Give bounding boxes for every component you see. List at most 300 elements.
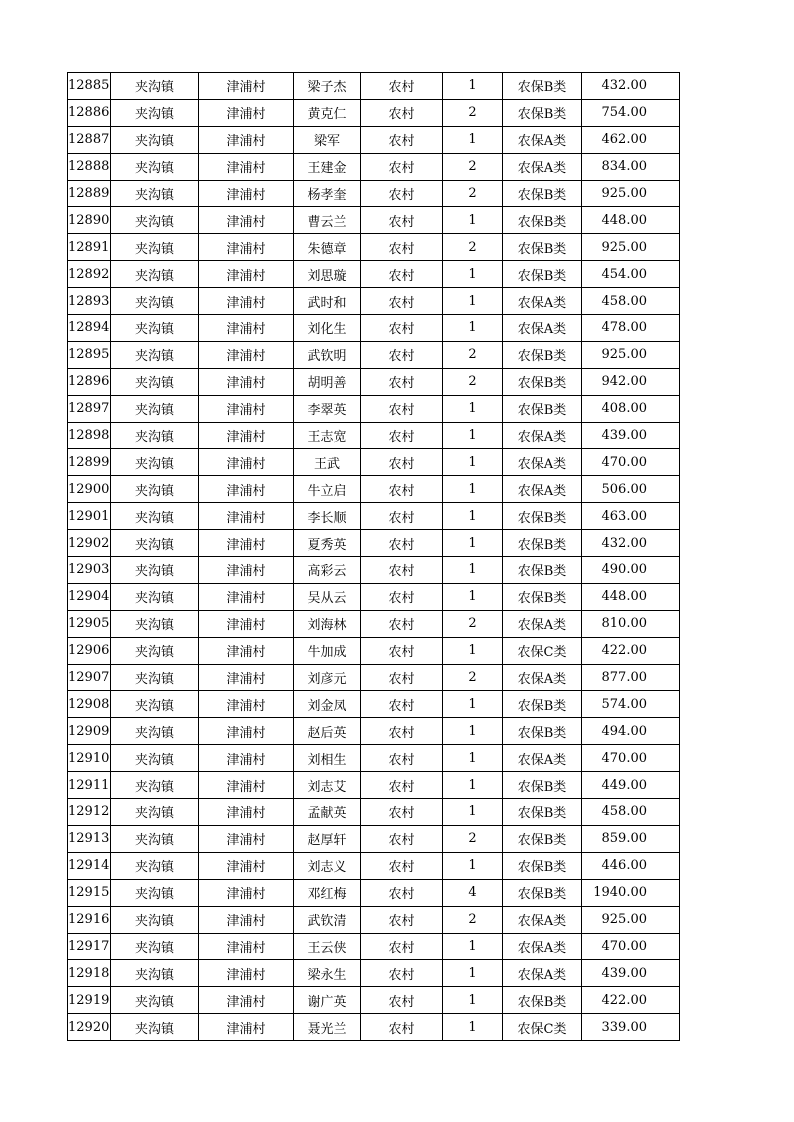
village-cell: 津浦村: [199, 341, 294, 368]
record-number: 12901: [68, 503, 111, 530]
amount-cell: 432.00: [582, 530, 680, 557]
town-cell: 夹沟镇: [111, 637, 199, 664]
town-cell: 夹沟镇: [111, 153, 199, 180]
household-count-cell: 1: [443, 126, 503, 153]
town-cell: 夹沟镇: [111, 207, 199, 234]
village-cell: 津浦村: [199, 718, 294, 745]
table-row: [68, 557, 680, 584]
insurance-type-cell: 农保B类: [503, 395, 582, 422]
table-row: [68, 99, 680, 126]
area-type-cell: 农村: [361, 234, 443, 261]
amount-cell: 925.00: [582, 906, 680, 933]
area-type-cell: 农村: [361, 530, 443, 557]
amount-cell: 422.00: [582, 637, 680, 664]
household-count-cell: 2: [443, 610, 503, 637]
table-row: [68, 422, 680, 449]
record-number: 12917: [68, 933, 111, 960]
amount-cell: 506.00: [582, 476, 680, 503]
name-cell: 刘海林: [294, 610, 361, 637]
area-type-cell: 农村: [361, 1014, 443, 1041]
household-count-cell: 1: [443, 772, 503, 799]
town-cell: 夹沟镇: [111, 288, 199, 315]
village-cell: 津浦村: [199, 99, 294, 126]
amount-cell: 478.00: [582, 315, 680, 342]
town-cell: 夹沟镇: [111, 610, 199, 637]
town-cell: 夹沟镇: [111, 664, 199, 691]
record-number: 12900: [68, 476, 111, 503]
area-type-cell: 农村: [361, 368, 443, 395]
table-row: [68, 610, 680, 637]
area-type-cell: 农村: [361, 261, 443, 288]
name-cell: 王建金: [294, 153, 361, 180]
record-number: 12916: [68, 906, 111, 933]
roster-table: [67, 72, 680, 1041]
name-cell: 刘化生: [294, 315, 361, 342]
table-row: [68, 126, 680, 153]
table-row: [68, 852, 680, 879]
amount-cell: 458.00: [582, 288, 680, 315]
town-cell: 夹沟镇: [111, 852, 199, 879]
record-number: 12902: [68, 530, 111, 557]
amount-cell: 432.00: [582, 73, 680, 100]
amount-cell: 470.00: [582, 933, 680, 960]
name-cell: 刘彦元: [294, 664, 361, 691]
table-row: [68, 691, 680, 718]
area-type-cell: 农村: [361, 180, 443, 207]
amount-cell: 448.00: [582, 583, 680, 610]
area-type-cell: 农村: [361, 610, 443, 637]
village-cell: 津浦村: [199, 261, 294, 288]
village-cell: 津浦村: [199, 395, 294, 422]
table-row: [68, 449, 680, 476]
amount-cell: 422.00: [582, 987, 680, 1014]
name-cell: 吴从云: [294, 583, 361, 610]
amount-cell: 462.00: [582, 126, 680, 153]
record-number: 12920: [68, 1014, 111, 1041]
table-row: [68, 933, 680, 960]
village-cell: 津浦村: [199, 637, 294, 664]
table-row: [68, 1014, 680, 1041]
name-cell: 李长顺: [294, 503, 361, 530]
household-count-cell: 1: [443, 691, 503, 718]
insurance-type-cell: 农保B类: [503, 207, 582, 234]
household-count-cell: 1: [443, 288, 503, 315]
insurance-type-cell: 农保A类: [503, 288, 582, 315]
village-cell: 津浦村: [199, 987, 294, 1014]
insurance-type-cell: 农保B类: [503, 73, 582, 100]
household-count-cell: 1: [443, 557, 503, 584]
town-cell: 夹沟镇: [111, 180, 199, 207]
name-cell: 赵后英: [294, 718, 361, 745]
table-row: [68, 261, 680, 288]
household-count-cell: 4: [443, 879, 503, 906]
town-cell: 夹沟镇: [111, 315, 199, 342]
table-row: [68, 476, 680, 503]
insurance-type-cell: 农保A类: [503, 933, 582, 960]
insurance-type-cell: 农保B类: [503, 180, 582, 207]
village-cell: 津浦村: [199, 583, 294, 610]
household-count-cell: 2: [443, 368, 503, 395]
area-type-cell: 农村: [361, 288, 443, 315]
area-type-cell: 农村: [361, 126, 443, 153]
insurance-type-cell: 农保A类: [503, 610, 582, 637]
town-cell: 夹沟镇: [111, 933, 199, 960]
area-type-cell: 农村: [361, 933, 443, 960]
village-cell: 津浦村: [199, 879, 294, 906]
record-number: 12893: [68, 288, 111, 315]
name-cell: 梁永生: [294, 960, 361, 987]
insurance-type-cell: 农保B类: [503, 557, 582, 584]
village-cell: 津浦村: [199, 852, 294, 879]
name-cell: 刘思璇: [294, 261, 361, 288]
amount-cell: 859.00: [582, 825, 680, 852]
table-row: [68, 180, 680, 207]
household-count-cell: 1: [443, 718, 503, 745]
insurance-type-cell: 农保B类: [503, 530, 582, 557]
name-cell: 杨孝奎: [294, 180, 361, 207]
amount-cell: 925.00: [582, 234, 680, 261]
name-cell: 梁子杰: [294, 73, 361, 100]
insurance-type-cell: 农保A类: [503, 153, 582, 180]
amount-cell: 754.00: [582, 99, 680, 126]
record-number: 12910: [68, 745, 111, 772]
record-number: 12907: [68, 664, 111, 691]
area-type-cell: 农村: [361, 583, 443, 610]
insurance-type-cell: 农保A类: [503, 476, 582, 503]
village-cell: 津浦村: [199, 315, 294, 342]
area-type-cell: 农村: [361, 395, 443, 422]
village-cell: 津浦村: [199, 234, 294, 261]
area-type-cell: 农村: [361, 341, 443, 368]
name-cell: 梁军: [294, 126, 361, 153]
town-cell: 夹沟镇: [111, 718, 199, 745]
town-cell: 夹沟镇: [111, 583, 199, 610]
table-row: [68, 987, 680, 1014]
table-row: [68, 825, 680, 852]
table-row: [68, 745, 680, 772]
table-row: [68, 583, 680, 610]
name-cell: 黄克仁: [294, 99, 361, 126]
record-number: 12897: [68, 395, 111, 422]
town-cell: 夹沟镇: [111, 799, 199, 826]
insurance-type-cell: 农保C类: [503, 637, 582, 664]
name-cell: 曹云兰: [294, 207, 361, 234]
record-number: 12915: [68, 879, 111, 906]
village-cell: 津浦村: [199, 664, 294, 691]
town-cell: 夹沟镇: [111, 879, 199, 906]
household-count-cell: 1: [443, 503, 503, 530]
table-row: [68, 341, 680, 368]
household-count-cell: 2: [443, 906, 503, 933]
name-cell: 刘金凤: [294, 691, 361, 718]
town-cell: 夹沟镇: [111, 395, 199, 422]
town-cell: 夹沟镇: [111, 73, 199, 100]
town-cell: 夹沟镇: [111, 449, 199, 476]
insurance-type-cell: 农保A类: [503, 906, 582, 933]
name-cell: 牛加成: [294, 637, 361, 664]
amount-cell: 408.00: [582, 395, 680, 422]
name-cell: 王志宽: [294, 422, 361, 449]
amount-cell: 810.00: [582, 610, 680, 637]
name-cell: 武时和: [294, 288, 361, 315]
insurance-type-cell: 农保B类: [503, 825, 582, 852]
insurance-type-cell: 农保B类: [503, 99, 582, 126]
village-cell: 津浦村: [199, 503, 294, 530]
area-type-cell: 农村: [361, 906, 443, 933]
table-row: [68, 637, 680, 664]
insurance-type-cell: 农保B类: [503, 879, 582, 906]
town-cell: 夹沟镇: [111, 368, 199, 395]
village-cell: 津浦村: [199, 207, 294, 234]
amount-cell: 925.00: [582, 341, 680, 368]
household-count-cell: 1: [443, 449, 503, 476]
area-type-cell: 农村: [361, 503, 443, 530]
insurance-type-cell: 农保B类: [503, 583, 582, 610]
insurance-type-cell: 农保B类: [503, 341, 582, 368]
amount-cell: 834.00: [582, 153, 680, 180]
name-cell: 王武: [294, 449, 361, 476]
area-type-cell: 农村: [361, 476, 443, 503]
area-type-cell: 农村: [361, 449, 443, 476]
village-cell: 津浦村: [199, 180, 294, 207]
village-cell: 津浦村: [199, 610, 294, 637]
area-type-cell: 农村: [361, 153, 443, 180]
name-cell: 邓红梅: [294, 879, 361, 906]
village-cell: 津浦村: [199, 73, 294, 100]
name-cell: 夏秀英: [294, 530, 361, 557]
insurance-type-cell: 农保B类: [503, 987, 582, 1014]
town-cell: 夹沟镇: [111, 1014, 199, 1041]
town-cell: 夹沟镇: [111, 825, 199, 852]
household-count-cell: 2: [443, 180, 503, 207]
village-cell: 津浦村: [199, 422, 294, 449]
insurance-type-cell: 农保A类: [503, 315, 582, 342]
town-cell: 夹沟镇: [111, 530, 199, 557]
table-row: [68, 906, 680, 933]
amount-cell: 925.00: [582, 180, 680, 207]
name-cell: 武钦清: [294, 906, 361, 933]
town-cell: 夹沟镇: [111, 341, 199, 368]
record-number: 12896: [68, 368, 111, 395]
town-cell: 夹沟镇: [111, 261, 199, 288]
amount-cell: 448.00: [582, 207, 680, 234]
insurance-type-cell: 农保B类: [503, 368, 582, 395]
amount-cell: 439.00: [582, 422, 680, 449]
table-row: [68, 234, 680, 261]
area-type-cell: 农村: [361, 422, 443, 449]
area-type-cell: 农村: [361, 99, 443, 126]
insurance-type-cell: 农保A类: [503, 960, 582, 987]
record-number: 12899: [68, 449, 111, 476]
record-number: 12886: [68, 99, 111, 126]
village-cell: 津浦村: [199, 288, 294, 315]
household-count-cell: 1: [443, 933, 503, 960]
household-count-cell: 1: [443, 476, 503, 503]
household-count-cell: 1: [443, 799, 503, 826]
household-count-cell: 1: [443, 745, 503, 772]
record-number: 12904: [68, 583, 111, 610]
record-number: 12912: [68, 799, 111, 826]
town-cell: 夹沟镇: [111, 987, 199, 1014]
household-count-cell: 1: [443, 637, 503, 664]
insurance-type-cell: 农保A类: [503, 449, 582, 476]
household-count-cell: 1: [443, 315, 503, 342]
area-type-cell: 农村: [361, 987, 443, 1014]
area-type-cell: 农村: [361, 718, 443, 745]
table-row: [68, 368, 680, 395]
record-number: 12898: [68, 422, 111, 449]
record-number: 12905: [68, 610, 111, 637]
table-row: [68, 153, 680, 180]
amount-cell: 339.00: [582, 1014, 680, 1041]
record-number: 12906: [68, 637, 111, 664]
amount-cell: 454.00: [582, 261, 680, 288]
table-row: [68, 772, 680, 799]
record-number: 12913: [68, 825, 111, 852]
village-cell: 津浦村: [199, 799, 294, 826]
record-number: 12919: [68, 987, 111, 1014]
area-type-cell: 农村: [361, 691, 443, 718]
area-type-cell: 农村: [361, 772, 443, 799]
household-count-cell: 1: [443, 583, 503, 610]
area-type-cell: 农村: [361, 960, 443, 987]
insurance-type-cell: 农保B类: [503, 772, 582, 799]
town-cell: 夹沟镇: [111, 906, 199, 933]
amount-cell: 574.00: [582, 691, 680, 718]
village-cell: 津浦村: [199, 772, 294, 799]
area-type-cell: 农村: [361, 745, 443, 772]
record-number: 12885: [68, 73, 111, 100]
area-type-cell: 农村: [361, 852, 443, 879]
household-count-cell: 1: [443, 395, 503, 422]
name-cell: 王云侠: [294, 933, 361, 960]
household-count-cell: 1: [443, 960, 503, 987]
name-cell: 谢广英: [294, 987, 361, 1014]
table-row: [68, 718, 680, 745]
table-row: [68, 960, 680, 987]
amount-cell: 490.00: [582, 557, 680, 584]
record-number: 12914: [68, 852, 111, 879]
village-cell: 津浦村: [199, 906, 294, 933]
amount-cell: 446.00: [582, 852, 680, 879]
household-count-cell: 2: [443, 664, 503, 691]
village-cell: 津浦村: [199, 476, 294, 503]
record-number: 12903: [68, 557, 111, 584]
name-cell: 胡明善: [294, 368, 361, 395]
table-row: [68, 503, 680, 530]
amount-cell: 470.00: [582, 449, 680, 476]
record-number: 12890: [68, 207, 111, 234]
record-number: 12894: [68, 315, 111, 342]
household-count-cell: 2: [443, 234, 503, 261]
amount-cell: 463.00: [582, 503, 680, 530]
name-cell: 聂光兰: [294, 1014, 361, 1041]
household-count-cell: 2: [443, 153, 503, 180]
table-row: [68, 288, 680, 315]
record-number: 12911: [68, 772, 111, 799]
town-cell: 夹沟镇: [111, 476, 199, 503]
insurance-type-cell: 农保B类: [503, 261, 582, 288]
insurance-type-cell: 农保B类: [503, 718, 582, 745]
table-row: [68, 73, 680, 100]
village-cell: 津浦村: [199, 825, 294, 852]
insurance-type-cell: 农保B类: [503, 691, 582, 718]
name-cell: 牛立启: [294, 476, 361, 503]
household-count-cell: 1: [443, 1014, 503, 1041]
name-cell: 高彩云: [294, 557, 361, 584]
town-cell: 夹沟镇: [111, 422, 199, 449]
amount-cell: 458.00: [582, 799, 680, 826]
village-cell: 津浦村: [199, 530, 294, 557]
village-cell: 津浦村: [199, 933, 294, 960]
record-number: 12909: [68, 718, 111, 745]
area-type-cell: 农村: [361, 799, 443, 826]
insurance-type-cell: 农保A类: [503, 664, 582, 691]
table-row: [68, 530, 680, 557]
amount-cell: 449.00: [582, 772, 680, 799]
insurance-type-cell: 农保A类: [503, 126, 582, 153]
town-cell: 夹沟镇: [111, 745, 199, 772]
household-count-cell: 1: [443, 73, 503, 100]
area-type-cell: 农村: [361, 73, 443, 100]
town-cell: 夹沟镇: [111, 691, 199, 718]
village-cell: 津浦村: [199, 691, 294, 718]
village-cell: 津浦村: [199, 126, 294, 153]
village-cell: 津浦村: [199, 153, 294, 180]
insurance-type-cell: 农保A类: [503, 422, 582, 449]
household-count-cell: 2: [443, 341, 503, 368]
table-row: [68, 664, 680, 691]
record-number: 12918: [68, 960, 111, 987]
area-type-cell: 农村: [361, 664, 443, 691]
town-cell: 夹沟镇: [111, 99, 199, 126]
town-cell: 夹沟镇: [111, 772, 199, 799]
table-row: [68, 879, 680, 906]
village-cell: 津浦村: [199, 368, 294, 395]
name-cell: 武钦明: [294, 341, 361, 368]
name-cell: 李翠英: [294, 395, 361, 422]
village-cell: 津浦村: [199, 449, 294, 476]
household-count-cell: 1: [443, 207, 503, 234]
area-type-cell: 农村: [361, 825, 443, 852]
record-number: 12892: [68, 261, 111, 288]
household-count-cell: 1: [443, 422, 503, 449]
name-cell: 刘志义: [294, 852, 361, 879]
village-cell: 津浦村: [199, 745, 294, 772]
name-cell: 孟献英: [294, 799, 361, 826]
village-cell: 津浦村: [199, 960, 294, 987]
amount-cell: 494.00: [582, 718, 680, 745]
insurance-type-cell: 农保B类: [503, 852, 582, 879]
area-type-cell: 农村: [361, 207, 443, 234]
household-count-cell: 1: [443, 261, 503, 288]
amount-cell: 439.00: [582, 960, 680, 987]
area-type-cell: 农村: [361, 557, 443, 584]
insurance-type-cell: 农保B类: [503, 503, 582, 530]
table-row: [68, 315, 680, 342]
area-type-cell: 农村: [361, 637, 443, 664]
amount-cell: 877.00: [582, 664, 680, 691]
name-cell: 朱德章: [294, 234, 361, 261]
name-cell: 赵厚轩: [294, 825, 361, 852]
town-cell: 夹沟镇: [111, 960, 199, 987]
table-row: [68, 799, 680, 826]
town-cell: 夹沟镇: [111, 234, 199, 261]
record-number: 12908: [68, 691, 111, 718]
area-type-cell: 农村: [361, 315, 443, 342]
roster-body: [68, 73, 680, 1041]
household-count-cell: 1: [443, 530, 503, 557]
